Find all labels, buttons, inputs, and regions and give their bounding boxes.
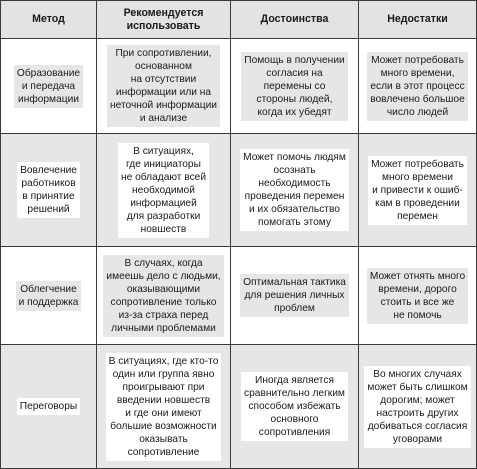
disadvantages-text: Во многих случаях может быть слишком дорогим; может настроить других добиваться согласия уговорами xyxy=(364,366,470,448)
recommended-text: В ситуациях, где инициаторы не обладают всей необходимой информацией для разработки новшеств xyxy=(118,143,209,238)
recommended-cell xyxy=(97,247,231,345)
method-text: Образование и передача информации xyxy=(14,65,83,108)
advantages-text: Оптимальная тактика для решения личных проблем xyxy=(240,274,349,317)
recommended-cell xyxy=(97,134,231,247)
header-row xyxy=(1,1,477,39)
header-disadvantages: Недостатки xyxy=(359,1,477,39)
advantages-text: Может помочь людям осознать необходимость проведения перемен и их обязательство помогать этому xyxy=(240,149,349,231)
advantages-cell xyxy=(231,134,359,247)
advantages-cell xyxy=(231,39,359,134)
recommended-cell xyxy=(97,345,231,469)
disadvantages-text: Может отнять много времени, дорого стоить и все же не помочь xyxy=(367,268,468,324)
header-recommended: Рекомендуется использовать xyxy=(97,1,231,39)
header-method: Метод xyxy=(1,1,97,39)
recommended-text: В ситуациях, где кто-то один или группа явно проигрывают при введении новшеств и где они имеют большие возможности оказывать сопротивление xyxy=(106,353,222,461)
advantages-text: Помощь в получении согласия на перемены со стороны людей, когда их убедят xyxy=(241,52,347,121)
disadvantages-cell xyxy=(359,134,477,247)
table-row xyxy=(1,247,477,345)
disadvantages-text: Может потребовать много времени, если в этот процесс вовлечено большое число людей xyxy=(367,52,468,121)
disadvantages-text: Может потребовать много времени и привести к ошиб- кам в проведении перемен xyxy=(368,156,467,225)
table-row xyxy=(1,134,477,247)
disadvantages-cell xyxy=(359,39,477,134)
method-text: Облегчение и поддержка xyxy=(16,281,82,311)
advantages-cell xyxy=(231,345,359,469)
recommended-cell xyxy=(97,39,231,134)
method-cell xyxy=(1,39,97,134)
header-advantages: Достоинства xyxy=(231,1,359,39)
method-cell xyxy=(1,134,97,247)
table-row xyxy=(1,345,477,469)
table-row xyxy=(1,39,477,134)
advantages-cell xyxy=(231,247,359,345)
recommended-text: В случаях, когда имеешь дело с людьми, оказывающими сопротивление только из-за страха перед личными проблемами xyxy=(103,255,223,337)
disadvantages-cell xyxy=(359,345,477,469)
method-text: Вовлечение работников в принятие решений xyxy=(17,162,80,218)
recommended-text: При сопротивлении, основанном на отсутствии информации или на неточной информации и анализе xyxy=(107,45,220,127)
advantages-text: Иногда является сравнительно легким способом избежать основного сопротивления xyxy=(241,372,348,441)
method-cell xyxy=(1,247,97,345)
disadvantages-cell xyxy=(359,247,477,345)
method-text: Переговоры xyxy=(17,398,80,415)
method-cell xyxy=(1,345,97,469)
